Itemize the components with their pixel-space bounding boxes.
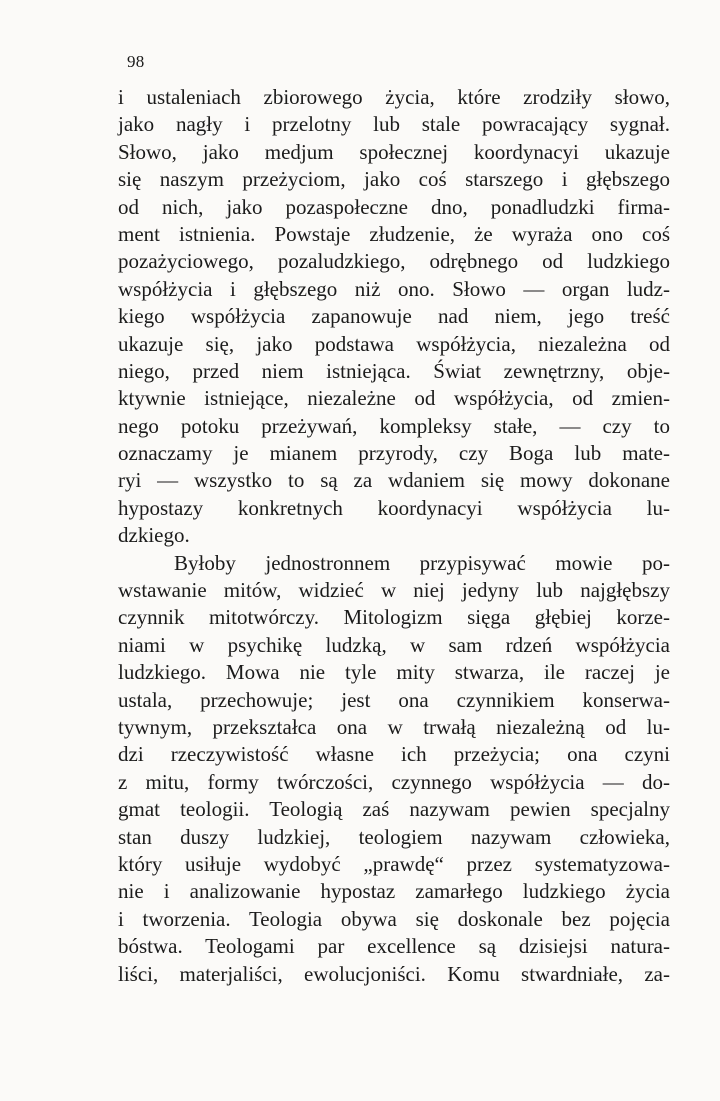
text-line: i tworzenia. Teologia obywa się doskonale bez pojęcia [118,906,670,931]
text-line: oznaczamy je mianem przyrody, czy Boga lub mate- [118,441,670,466]
text-line: ktywnie istniejące, niezależne od współżycia, od zmien- [118,386,670,411]
text-line: pozażyciowego, pozaludzkiego, odrębnego od ludzkiego [118,249,670,274]
text-line: niego, przed niem istniejąca. Świat zewnętrzny, obje- [118,358,670,383]
text-line: bóstwa. Teologami par excellence są dzisiejsi natura- [118,934,670,959]
text-line: Byłoby jednostronnem przypisywać mowie po- [174,550,670,575]
text-line: kiego współżycia zapanowuje nad niem, jego treść [118,304,670,329]
text-line: dzkiego. [118,523,190,548]
text-line: współżycia i głębszego niż ono. Słowo — organ ludz- [118,276,670,301]
text-line: stan duszy ludzkiej, teologiem nazywam człowieka, [118,824,670,849]
text-line: nie i analizowanie hypostaz zamarłego ludzkiego życia [118,879,670,904]
text-line: czynnik mitotwórczy. Mitologizm sięga głębiej korze- [118,605,670,630]
text-line: ukazuje się, jako podstawa współżycia, niezależna od [118,331,670,356]
paragraph-1 [118,84,670,550]
text-line: wstawanie mitów, widzieć w niej jedyny lub najgłębszy [118,578,670,603]
text-line: gmat teologii. Teologią zaś nazywam pewien specjalny [118,797,670,822]
paragraph-2 [118,550,670,988]
text-line: niami w psychikę ludzką, w sam rdzeń współżycia [118,632,670,657]
text-line: jako nagły i przelotny lub stale powracający sygnał. [118,112,670,137]
text-line: ludzkiego. Mowa nie tyle mity stwarza, ile raczej je [118,660,670,685]
text-line: z mitu, formy twórczości, czynnego współżycia — do- [118,769,670,794]
text-line: ustala, przechowuje; jest ona czynnikiem konserwa- [118,687,670,712]
text-line: Słowo, jako medjum społecznej koordynacyi ukazuje [118,139,670,164]
text-line: ment istnienia. Powstaje złudzenie, że wyraża ono coś [118,221,670,246]
text-line: ryi — wszystko to są za wdaniem się mowy dokonane [118,468,670,493]
text-line: tywnym, przekształca ona w trwałą niezależną od lu- [118,714,670,739]
text-line: od nich, jako pozaspołeczne dno, ponadludzki firma- [118,194,670,219]
text-line: nego potoku przeżywań, kompleksy stałe, — czy to [118,413,670,438]
text-line: i ustaleniach zbiorowego życia, które zrodziły słowo, [118,85,670,109]
text-line: dzi rzeczywistość własne ich przeżycia; ona czyni [118,742,670,767]
text-line: który usiłuje wydobyć „prawdę“ przez systematyzowa- [118,851,670,876]
text-line: hypostazy konkretnych koordynacyi współżycia lu- [118,495,670,520]
body-text [118,84,670,988]
page-number: 98 [127,52,145,71]
text-line: się naszym przeżyciom, jako coś starszego i głębszego [118,167,670,192]
text-line: liści, materjaliści, ewolucjoniści. Komu stwardniałe, za- [118,961,670,986]
